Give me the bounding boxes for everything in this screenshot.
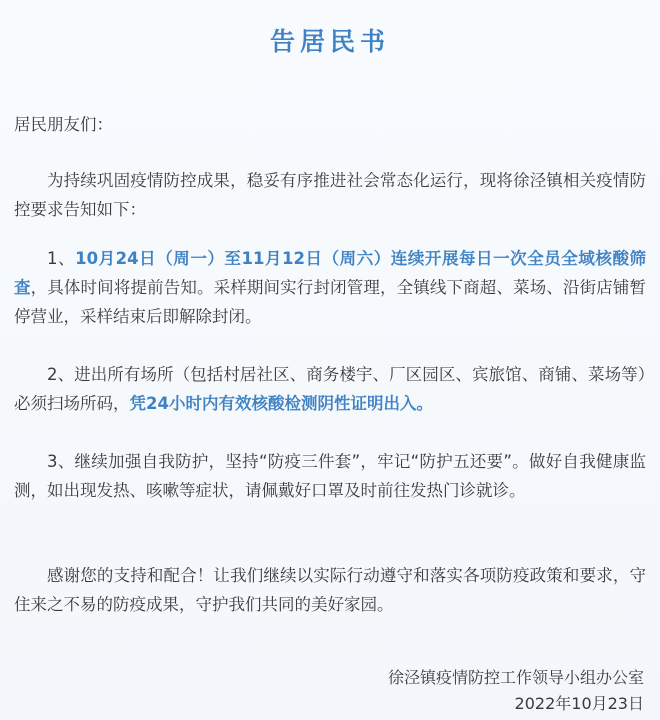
item-1-paragraph [14,244,646,331]
item-2-highlight: 凭24小时内有效核酸检测阴性证明出入。 [129,394,433,413]
item-2-paragraph [14,360,646,418]
signature-organization: 徐泾镇疫情防控工作领导小组办公室 [387,668,644,687]
item-2-text: 2、进出所有场所（包括村居社区、商务楼宇、厂区园区、宾旅馆、商铺、菜场等）必须扫场所码， [14,365,646,413]
item-1-highlight: 10月24日（周一）至11月12日（周六）连续开展每日一次全员全域核酸筛查 [14,249,646,297]
closing-paragraph: 感谢您的支持和配合！让我们继续以实际行动遵守和落实各项防疫政策和要求，守住来之不易的防疫成果，守护我们共同的美好家园。 [14,566,646,614]
notice-title: 告居民书 [269,27,390,56]
item-1-text: ，具体时间将提前告知。采样期间实行封闭管理，全镇线下商超、菜场、沿街店铺暂停营业，采样结束后即解除封闭。 [14,278,647,326]
salutation: 居民朋友们： [14,115,113,134]
item-3-paragraph: 3、继续加强自我防护，坚持“防疫三件套”，牢记“防护五还要”。做好自我健康监测，如出现发热、咳嗽等症状，请佩戴好口罩及时前往发热门诊就诊。 [14,452,646,500]
signature-date: 2022年10月23日 [514,694,644,713]
item-1-number: 1、 [47,249,76,268]
intro-paragraph: 为持续巩固疫情防控成果，稳妥有序推进社会常态化运行，现将徐泾镇相关疫情防控要求告知如下： [14,171,646,219]
